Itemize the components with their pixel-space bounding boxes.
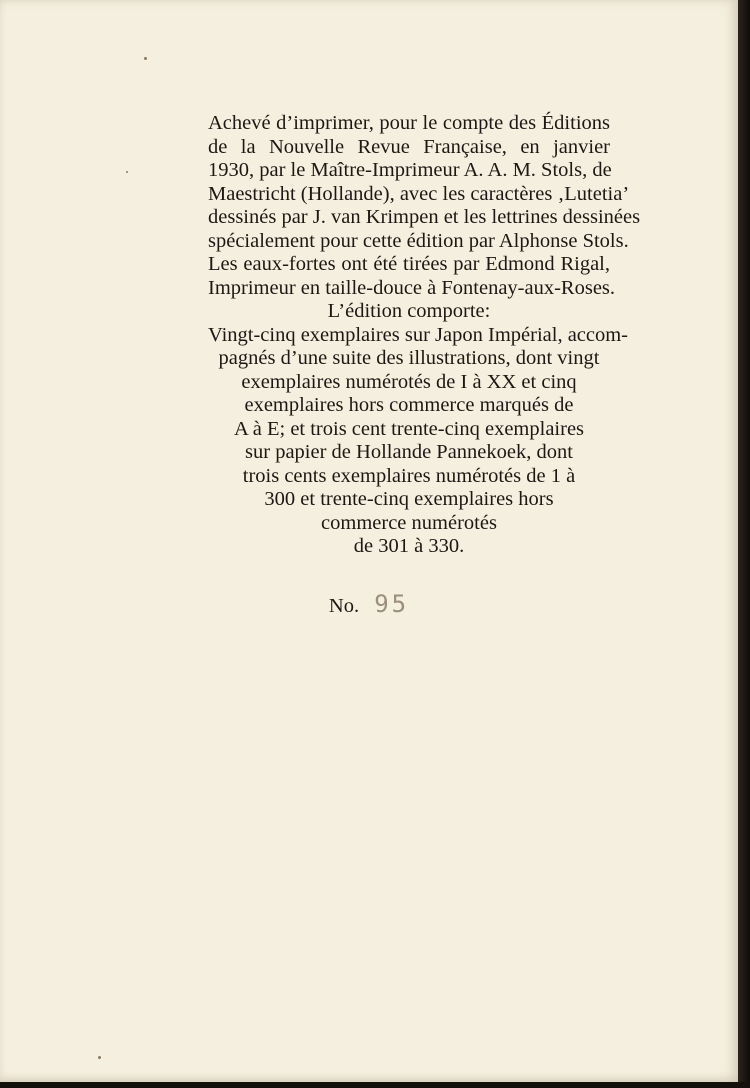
copy-number-prefix: No.	[328, 595, 360, 617]
colophon-line: de la Nouvelle Revue Française, en janvier	[208, 135, 610, 158]
colophon-heading: L’édition comporte:	[327, 300, 491, 322]
colophon-line: trois cents exemplaires numérotés de 1 à	[242, 464, 576, 487]
page-edge-shadow	[738, 0, 750, 1088]
colophon-line: pagnés d’une suite des illustrations, dont vingt	[218, 347, 600, 369]
colophon-text	[208, 112, 641, 559]
colophon-line: A à E; et trois cent trente-cinq exemplaires	[233, 417, 585, 440]
colophon-line: commerce numérotés	[321, 511, 497, 534]
colophon-line: Imprimeur en taille-douce à Fontenay-aux-Roses.	[208, 276, 616, 299]
colophon-line: Les eaux-fortes ont été tirées par Edmond Rigal,	[208, 253, 610, 275]
paper-speck	[144, 57, 147, 60]
colophon-line: exemplaires hors commerce marqués de	[244, 394, 574, 416]
paper-speck	[98, 1056, 101, 1059]
colophon-line: spécialement pour cette édition par Alphonse Stols.	[208, 229, 629, 252]
colophon-line: sur papier de Hollande Pannekoek, dont	[245, 441, 573, 463]
copy-number	[0, 590, 738, 618]
colophon-line: 1930, par le Maître-Imprimeur A. A. M. Stols, de	[208, 159, 612, 181]
colophon-line: dessinés par J. van Krimpen et les lettrines dessinées	[208, 206, 641, 228]
colophon-line: Maestricht (Hollande), avec les caractères ‚Lutetia’	[208, 182, 630, 205]
colophon-line: exemplaires numérotés de I à XX et cinq	[241, 370, 577, 393]
colophon-line: 300 et trente-cinq exemplaires hors	[264, 488, 554, 510]
copy-number-stamp: 95	[374, 590, 410, 618]
colophon-line: de 301 à 330.	[353, 535, 465, 557]
colophon-line: Vingt-cinq exemplaires sur Japon Impérial, accom-	[208, 323, 629, 346]
paper-speck	[126, 171, 128, 173]
page-bottom-edge	[0, 1082, 750, 1088]
colophon-line: Achevé d’imprimer, pour le compte des Éditions	[208, 112, 610, 134]
